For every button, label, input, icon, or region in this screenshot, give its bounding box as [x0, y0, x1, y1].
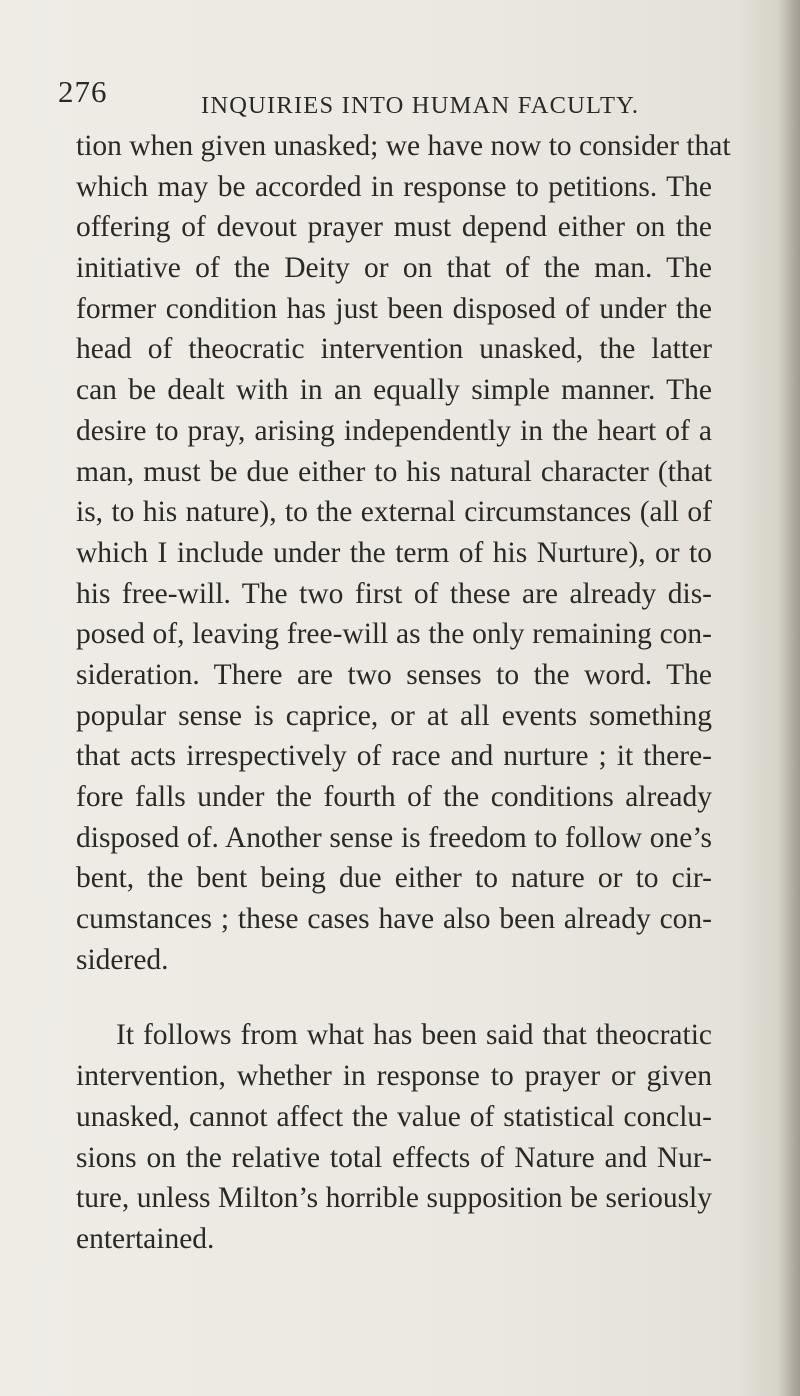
- text-line: disposed of. Another sense is freedom to follow one’s: [76, 821, 712, 854]
- text-line: It follows from what has been said that theocratic: [116, 1019, 712, 1052]
- text-line: head of theocratic intervention unasked, the latter: [76, 333, 712, 366]
- text-line: sideration. There are two senses to the word. The: [76, 658, 712, 691]
- body-text: [76, 126, 731, 1260]
- text-line: unasked, cannot affect the value of statistical conclu-: [76, 1100, 712, 1133]
- paragraph-1: [76, 126, 731, 980]
- text-line: man, must be due either to his natural character (that: [76, 455, 712, 488]
- text-line: his free-will. The two first of these are already dis-: [76, 577, 712, 610]
- text-line: initiative of the Deity or on that of the man. The: [76, 252, 712, 285]
- text-line: sions on the relative total effects of Nature and Nur-: [76, 1141, 712, 1174]
- text-line: sidered.: [76, 943, 169, 976]
- text-line: offering of devout prayer must depend either on the: [76, 211, 712, 244]
- text-line: intervention, whether in response to prayer or given: [76, 1060, 712, 1093]
- text-line: can be dealt with in an equally simple manner. The: [76, 374, 712, 407]
- text-line: posed of, leaving free-will as the only remaining con-: [76, 618, 712, 651]
- text-line: fore falls under the fourth of the conditions already: [76, 781, 712, 813]
- text-line: cumstances ; these cases have also been already con-: [76, 903, 712, 936]
- text-line: which I include under the term of his Nurture), or to: [76, 536, 712, 569]
- text-line: ture, unless Milton’s horrible supposition be seriously: [76, 1182, 712, 1215]
- text-line: entertained.: [76, 1222, 215, 1255]
- running-title: INQUIRIES INTO HUMAN FACULTY.: [201, 92, 640, 119]
- paragraph-spacer: [76, 980, 712, 1015]
- text-line: bent, the bent being due either to nature or to cir-: [76, 862, 712, 895]
- text-line: popular sense is caprice, or at all events something: [76, 699, 712, 732]
- running-head: [58, 70, 698, 130]
- text-line: which may be accorded in response to petitions. The: [76, 170, 712, 203]
- text-line: is, to his nature), to the external circumstances (all of: [76, 496, 712, 529]
- text-line: tion when given unasked; we have now to consider that: [76, 130, 731, 162]
- text-line: that acts irrespectively of race and nurture ; it there-: [76, 740, 712, 773]
- page-edge-shadow: [778, 0, 800, 1396]
- text-line: former condition has just been disposed of under the: [76, 292, 712, 325]
- paragraph-2: [76, 1015, 712, 1259]
- page-number: 276: [58, 74, 108, 109]
- text-line: desire to pray, arising independently in the heart of a: [76, 414, 712, 447]
